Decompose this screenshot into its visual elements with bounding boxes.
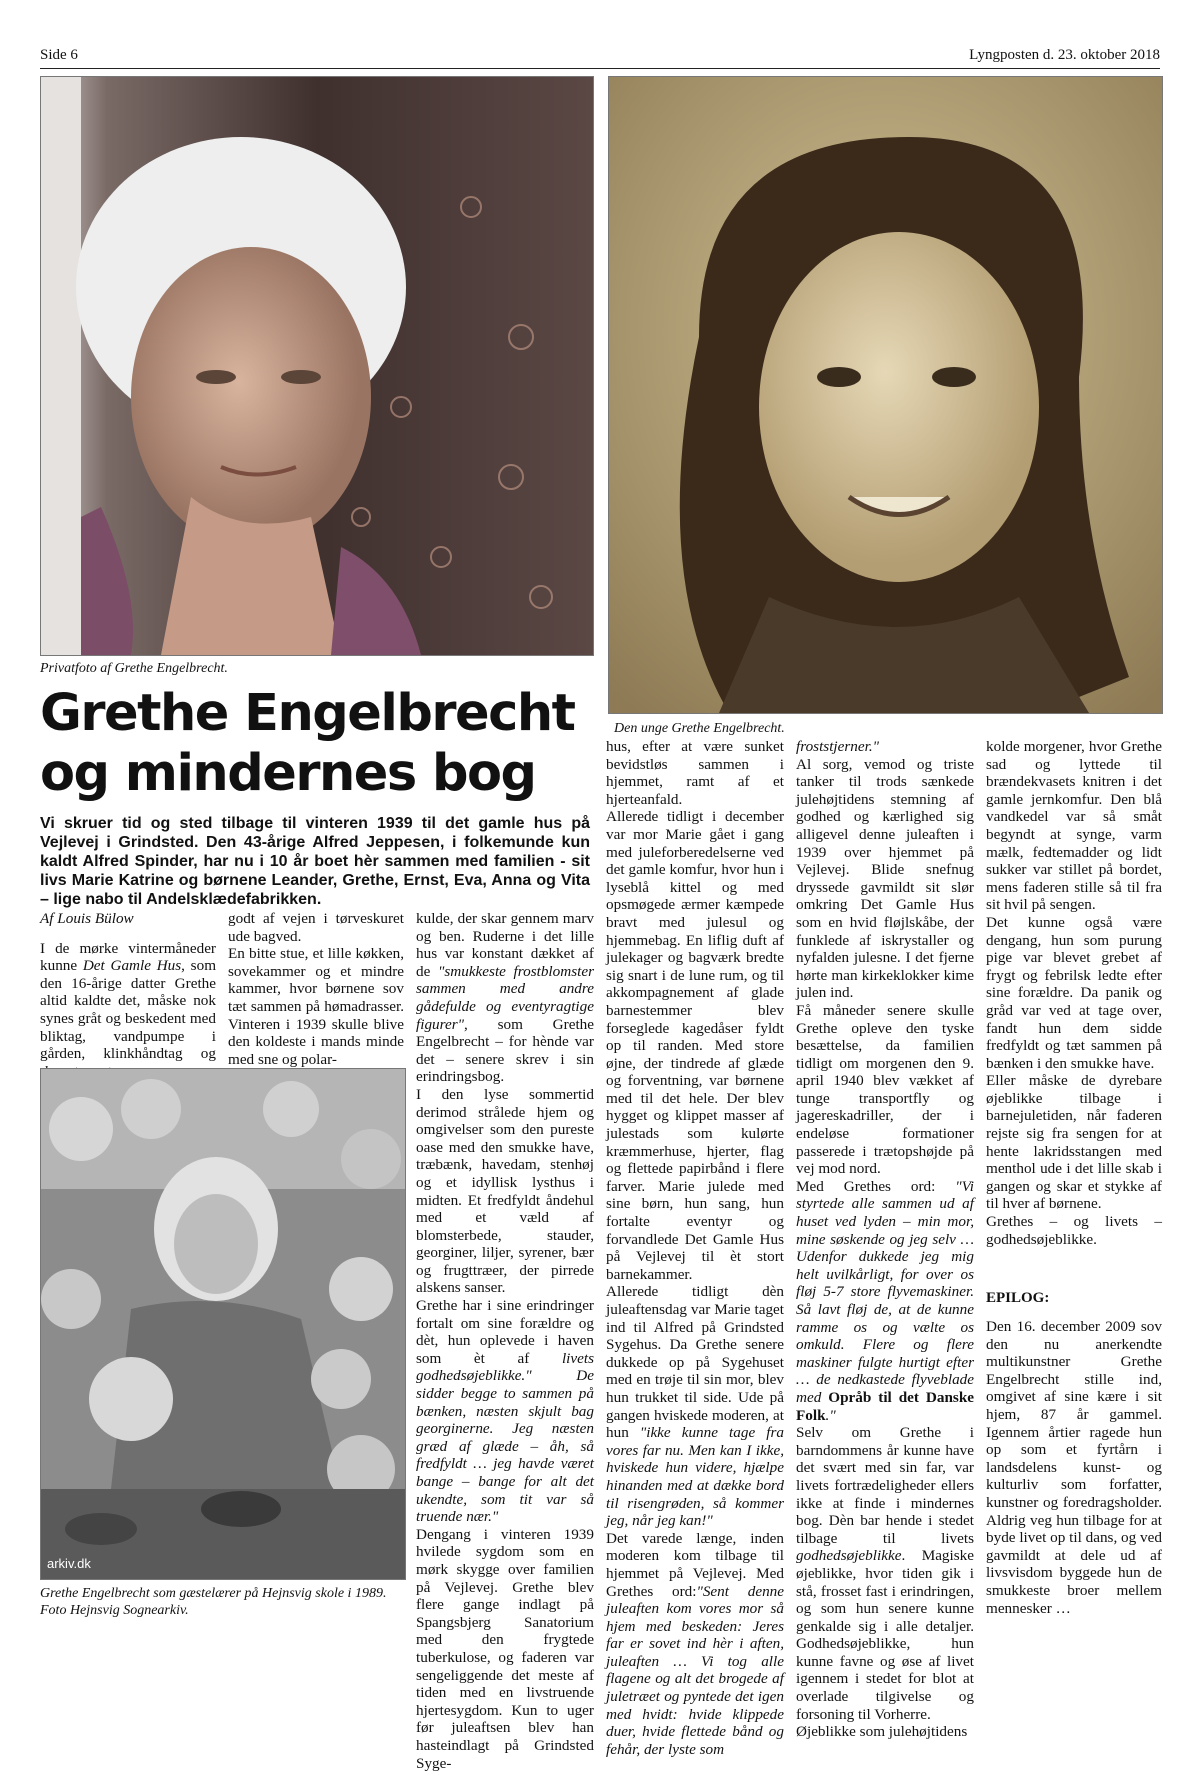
photo-classroom-1989 (40, 1068, 406, 1580)
archive-watermark: arkiv.dk (47, 1556, 91, 1571)
photo-grethe-portrait (40, 76, 594, 656)
article-column-1: Af Louis Bülow I de mørke vintermåneder kunne Det Gamle Hus, som den 16-årige datter Grethe altid kaldte det, måske nok synes gråt og beskedent med bliktag, vandpumpe i gården, klinkhåndtag og (40, 910, 217, 1063)
epilog-text: Den 16. december 2009 sov den nu anerkendte multikunstner Grethe Engelbrecht stille ind, omgivet af sine kære i sit hjem, 87 år gammel. Igennem årtier ragede hun op som et fyrtårn i landsdelens kunst- og kulturliv som forfatter, kunstner og foredragsholder. Aldrig veg hun tilbage for at byde livet op til dans, og ved gavmildt at dele ud af livsvisdom byggede hun de smukkeste broer mellem mennesker … (986, 1318, 1162, 1617)
article-column-2: godt af vejen i tørveskuret ude bagved. En bitte stue, et lille køkken, sovekammer og et mindre kammer, hvor børnene sov tæt sammen på hømadrasser. Vinteren i 1939 skulle blive den koldeste i mands minde med sne og polar- (228, 910, 404, 1068)
article-column-5: froststjerner." Al sorg, vemod og triste tanker til trods sænkede julehøjtidens stemning af godhed og kærlighed sig alligevel denne juleaften i 1939 over hjemmet på Vejlevej. Blide snefnug dryssede gavmildt sit slør omkring Det Gamle Hus som en hvid fløjlskåbe, der funklede af iskrystaller og nyfalden julesne. I det fjerne hørte man kirkeklokker kime julen ind. Få måneder senere skulle Grethe opleve den tyske besættelse, da familien tidligt om morgenen den 9. april 1940 blev vækket af tunge transportfly og jagereskadriller, der i endeløse formationer passerede i trætopshøjde på vej mod nord. Med Grethes ord: "Vi styrtede alle sammen ud af huset ved lyden – min mor, mine søskende og jeg selv … Udenfor dukkede jeg mig helt uvilkårligt, for over os fløj 5-7 store flyvemaskiner. Så lavt fløj de, at de kunne ramme os og vælte os omkuld. Flere og flere maskiner fulgte hurtigt efter … de nedkastede flyveblade med Opråb til det Danske Folk." Selv om Grethe i barndommens år kunne have det svært med sin far, var livets fortrædeligheder ellers ikke at finde i mindernes bog. Dèn bar hende i stedet tilbage til livets godhedsøjeblikke. Magiske øjeblikke, hvor tiden gik i stå, frosset fast i erindringen, og som hun senere kunne genkalde sig i alle detaljer. Godhedsøjeblikke, hun kunne favne og øse af livet igennem i stedet for blot at overlade tilgivelse og forsoning til Vorherre. Øjeblikke som julehøjtidens (796, 738, 975, 1741)
article-column-6: kolde morgener, hvor Grethe sad og lyttede til brændekvasets knitren i det gamle jernkomfur. Den blå vandkedel var så småt begyndt at synge, varm mælk, fedtemadder og lidt sukker var stillet på bordet, mens faderen stille så til fra sit hvil på sengen. Det kunne også være dengang, hun som purung pige var blevet grebet af frygt og febrilsk ledte efter sine forældre. Da panik og gråd var ved at tage over, fandt hun dem sidde fredfyldt og tæt sammen på bænken i den smukke have. Eller måske de dyrebare øjeblikke tilbage i barnejuletiden, når faderen rejste sig fra sengen for at hente lakridsstangen med menthol ude i det lille skab i gangen og skar et stykke af til hver af børnene. Grethes – og livets – godhedsøjeblikke. (986, 738, 1162, 1248)
article-column-4: hus, efter at være sunket bevidstløs sammen i hjemmet, ramt af et hjerteanfald. Allerede tidligt i december var mor Marie gået i gang med juleforberedelserne ved det gamle komfur, hvor hun i lyseblå kittel og med opsmøgede ærmer kæmpede bravt med julesul og hjemmebag. En liflig duft af julekager og bagværk bredte sig snart i de lune rum, og til akkompagnement af glade barnestemmer blev forseglede kagedåser fyldt op til randen. Med store øjne, der tindrede af glæde og forventning, var børnene med til det hele. Der blev hygget og klippet masser af julestads som kulørte kræmmerhuse, hjerter, flag og flettede papirbånd i flere farver. Marie julede med sine børn, hun sang, hun fortalte eventyr og forvandlede Det Gamle Hus på Vejlevej til èt stort barnekammer. Allerede tidligt dèn juleaftensdag var Marie taget ind til Alfred på Grindsted Sygehus. Da Grethe senere dukkede op på Sygehuset med en trøje til sin mor, blev hun trukket til side. Ude på gangen hviskede moderen, at hun "ikke kunne tage fra vores far nu. Men kan I ikke, hviskede hun videre, hjælpe hinanden med at dække bord til risengrøden, så kommer jeg, når jeg kan!" Det varede længe, inden moderen kom tilbage til hjemmet på Vejlevej. Med Grethes ord:"Sent denne juleaften kom vores mor så hjem med beskeden: Jeres far er sovet ind hèr i aften, juleaften … Vi tog alle flagene og alt det brogede af juletræet og pyntede det igen med hvidt: hvide klippede duer, hvide flettede bånd og fehår, der lyste som (606, 738, 784, 1758)
byline: Af Louis Bülow (40, 910, 134, 927)
epilog-label: EPILOG: (986, 1290, 1050, 1306)
article-lead: Vi skruer tid og sted tilbage til vinteren 1939 til det gamle hus på Vejlevej i Grindsted. Den 43-årige Alfred Jeppesen, i folkemunde kun kaldt Alfred Spinder, har nu i 10 år boet hèr sammen med familien - sit livs Marie Katrine og børnene Leander, Grethe, Ernst, Eva, Anna og Vita – lige nabo til Andelsklædefabrikken. (40, 815, 590, 908)
header-rule (40, 68, 1160, 69)
caption-photo1: Privatfoto af Grethe Engelbrecht. (40, 661, 228, 676)
caption-photo3: Grethe Engelbrecht som gæstelærer på Hejnsvig skole i 1989. Foto Hejnsvig Sognearkiv. (40, 1586, 387, 1618)
article-title-line1: Grethe Engelbrecht (40, 684, 575, 743)
article-title-line2: og mindernes bog (40, 744, 536, 803)
paper-date: Lyngposten d. 23. oktober 2018 (969, 47, 1160, 63)
article-column-3: kulde, der skar gennem marv og ben. Ruderne i det lille hus var konstant dækket af de "smukkeste frostblomster sammen med andre gådefulde og eventyragtige figurer", som Grethe Engelbrecht – for hènde var det – senere skrev i sin erindringsbog. I den lyse sommertid derimod strålede hjem og omgivelser som den pureste oase med den smukke have, træbænk, havedam, stenhøj og et idyllisk lysthus i midten. Et fredfyldt åndehul med et væld af blomsterbede, stauder, georginer, liljer, syrener, bær og frugttræer, der pirrede alskens sanser. Grethe har i sine erindringer fortalt om sine forældre og dèt, hun oplevede i haven som èt af livets godhedsøjeblikke." De sidder begge to sammen på bænken, næsten skjult bag georginerne. Jeg næsten græd af glæde – åh, så fredfyldt … jeg havde været bange – bange for alt det ukendte, som tit var så truende nær." Dengang i vinteren 1939 hvilede sygdom som en mørk skygge over familien på Vejlevej. Grethe blev flere gange indlagt på Spangsbjerg Sanatorium med den frygtede tuberkulose, og faderen var sengeliggende det meste af tiden med en livstruende hjertesygdom. Kun to uger før juleaftsen blev han hasteindlagt på Grindsted Syge- (416, 910, 594, 1772)
page-number: Side 6 (40, 47, 78, 63)
caption-photo2: Den unge Grethe Engelbrecht. (614, 721, 785, 736)
photo-young-grethe (608, 76, 1163, 714)
